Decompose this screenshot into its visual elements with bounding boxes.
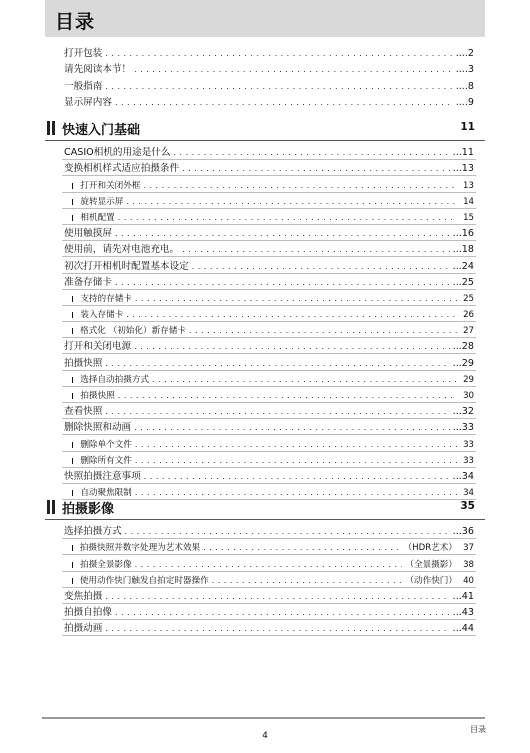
dot-leader	[143, 180, 457, 192]
dot-leader	[105, 48, 452, 60]
dot-leader	[126, 196, 457, 208]
toc-section-shooting	[64, 522, 474, 635]
dot-leader	[115, 607, 450, 619]
toc-entry[interactable]	[64, 76, 474, 92]
bullet-icon	[72, 328, 73, 334]
toc-entry-page: ...32	[452, 406, 474, 418]
dot-leader	[115, 228, 450, 240]
dot-leader	[126, 309, 457, 321]
toc-entry[interactable]	[64, 60, 474, 76]
dot-leader	[152, 374, 457, 386]
section-title: 快速入门基础	[62, 123, 141, 138]
toc-entry-page: 40	[463, 575, 474, 586]
toc-entry-label: 选择拍摄方式	[64, 526, 122, 538]
dot-leader	[105, 358, 449, 370]
dot-leader	[134, 64, 453, 76]
toc-entry-page: ...16	[452, 228, 474, 240]
toc-entry-page: ...28	[452, 341, 474, 353]
section-heading-quick-start[interactable]	[45, 118, 485, 141]
bullet-icon	[72, 562, 73, 568]
dot-leader	[144, 471, 450, 483]
toc-entry-page: ...25	[452, 276, 474, 288]
bullet-icon	[72, 490, 73, 496]
toc-entry[interactable]	[64, 603, 474, 619]
toc-entry-page: 26	[463, 310, 474, 321]
dot-leader	[203, 542, 400, 554]
dot-leader	[135, 439, 457, 451]
toc-entry-page: 37	[463, 543, 474, 554]
toc-entry-page: ...11	[452, 147, 474, 159]
toc-entry-page: ...43	[452, 607, 474, 619]
toc-entry-page: 33	[463, 455, 474, 466]
toc-entry[interactable]	[64, 143, 474, 159]
toc-subentry[interactable]	[64, 175, 474, 191]
dot-leader	[105, 623, 449, 635]
toc-entry-label: 拍摄快照并数字处理为艺术效果	[79, 543, 201, 554]
toc-entry-label: 选择自动拍摄方式	[80, 374, 150, 385]
toc-entry-label: 打开包装	[64, 48, 103, 60]
toc-entry-label: 格式化 （初始化）新存储卡	[80, 326, 186, 337]
dot-leader	[189, 325, 457, 337]
dot-leader	[135, 559, 403, 571]
toc-entry[interactable]	[64, 587, 474, 603]
toc-entry-label: 变焦拍摄	[64, 590, 103, 602]
toc-subentry[interactable]	[64, 386, 474, 402]
toc-entry-label: 删除单个文件	[80, 439, 132, 450]
dot-leader	[105, 406, 449, 418]
toc-subentry[interactable]	[64, 451, 474, 467]
toc-entry[interactable]	[64, 619, 474, 635]
toc-entry-label: 拍摄全景影像	[80, 559, 132, 570]
toc-entry-label: 拍摄快照	[64, 357, 103, 369]
toc-subentry[interactable]	[64, 554, 474, 570]
toc-subentry[interactable]	[64, 571, 474, 587]
toc-entry-label: 删除所有文件	[80, 455, 132, 466]
toc-entry-label: 查看快照	[64, 406, 103, 418]
toc-subentry[interactable]	[64, 538, 474, 554]
toc-entry-label: 打开和关闭电源	[64, 341, 132, 353]
page-header	[45, 0, 485, 37]
section-marker-icon	[47, 500, 50, 514]
dot-leader	[125, 526, 450, 538]
footer-divider	[42, 717, 485, 719]
toc-entry[interactable]	[64, 224, 474, 240]
dot-leader	[135, 455, 457, 467]
toc-entry-page: 38	[463, 559, 474, 570]
page-title: 目录	[55, 11, 96, 33]
toc-entry-label: 删除快照和动画	[64, 422, 132, 434]
toc-entry[interactable]	[64, 93, 474, 109]
toc-subentry[interactable]	[64, 192, 474, 208]
toc-entry-label: CASIO相机的用途是什么	[64, 147, 171, 159]
toc-subentry[interactable]	[64, 305, 474, 321]
toc-intro	[64, 44, 474, 109]
toc-entry-label: 一般指南	[64, 80, 103, 92]
toc-entry-page: 34	[463, 488, 474, 499]
toc-entry-page: ...36	[452, 526, 474, 538]
bullet-icon	[72, 442, 73, 448]
toc-entry-label: 显示屏内容	[64, 96, 112, 108]
toc-entry-label: 装入存储卡	[80, 310, 124, 321]
toc-entry-label: 支持的存储卡	[80, 293, 132, 304]
toc-entry-label: 初次打开相机时配置基本设定	[64, 260, 189, 272]
toc-subentry[interactable]	[64, 289, 474, 305]
dot-leader	[118, 390, 457, 402]
toc-section-quick-start	[64, 143, 474, 499]
toc-entry-page: ...18	[452, 244, 474, 256]
bullet-icon	[72, 215, 73, 221]
toc-entry-page: ....2	[455, 48, 474, 60]
footer-toc-link[interactable]: 目录	[470, 725, 486, 734]
toc-subentry[interactable]	[64, 208, 474, 224]
footer-page-number: 4	[262, 731, 268, 741]
toc-entry[interactable]	[64, 402, 474, 418]
dot-leader	[134, 341, 449, 353]
dot-leader	[173, 147, 449, 159]
toc-entry[interactable]	[64, 337, 474, 353]
toc-entry[interactable]	[64, 240, 474, 256]
bullet-icon	[72, 545, 73, 551]
toc-subentry[interactable]	[64, 434, 474, 450]
toc-entry[interactable]	[64, 273, 474, 289]
dot-leader	[105, 591, 449, 603]
toc-entry-label: 使用前，请先对电池充电。	[64, 244, 180, 256]
dot-leader	[192, 261, 450, 273]
toc-entry-page: ...29	[452, 357, 474, 369]
toc-entry-label: 变换相机样式适应拍摄条件	[64, 163, 180, 175]
toc-entry-label: 准备存储卡	[64, 276, 112, 288]
toc-entry-label: 使用触摸屏	[64, 228, 112, 240]
toc-entry-page: 13	[463, 180, 474, 191]
toc-entry[interactable]	[64, 159, 474, 175]
toc-entry-label: 相机配置	[80, 212, 115, 223]
toc-entry-note: （全景摄影）	[405, 559, 457, 570]
dot-leader	[182, 244, 450, 256]
toc-entry[interactable]	[64, 256, 474, 272]
bullet-icon	[72, 199, 73, 205]
toc-entry-note: （HDR艺术）	[403, 543, 457, 554]
toc-entry-page: ....8	[455, 80, 474, 92]
toc-entry-page: 14	[463, 196, 474, 207]
toc-entry-label: 拍摄自拍像	[64, 607, 112, 619]
section-heading-shooting[interactable]	[45, 497, 485, 520]
toc-entry-label: 自动聚焦限制	[80, 488, 132, 499]
toc-subentry[interactable]	[64, 370, 474, 386]
bullet-icon	[72, 458, 73, 464]
dot-leader	[135, 293, 457, 305]
dot-leader	[212, 575, 403, 587]
dot-leader	[105, 81, 452, 93]
dot-leader	[182, 163, 450, 175]
toc-entry-label: 拍摄快照	[80, 391, 115, 401]
toc-entry-page: ...41	[452, 590, 474, 602]
toc-entry-page: 15	[463, 212, 474, 223]
bullet-icon	[72, 377, 73, 383]
toc-entry-page: ...13	[452, 163, 474, 175]
toc-entry-page: ...24	[452, 260, 474, 272]
toc-entry-page: 33	[463, 439, 474, 450]
bullet-icon	[72, 393, 73, 399]
toc-entry-page: ....3	[455, 64, 474, 76]
section-title: 拍摄影像	[62, 502, 115, 517]
bullet-icon	[72, 183, 73, 189]
toc-entry-page: ...44	[452, 623, 474, 635]
toc-entry-page: ....9	[455, 96, 474, 108]
toc-entry-page: ...34	[452, 470, 474, 482]
section-page: 35	[460, 500, 475, 512]
dot-leader	[115, 97, 453, 109]
toc-entry-page: 27	[463, 326, 474, 337]
section-marker-icon	[47, 121, 50, 135]
toc-entry[interactable]	[64, 44, 474, 60]
toc-entry[interactable]	[64, 353, 474, 369]
toc-entry-label: 打开和关闭外框	[80, 180, 141, 191]
bullet-icon	[72, 296, 73, 302]
toc-entry-note: （动作快门）	[405, 575, 457, 586]
dot-leader	[118, 212, 457, 224]
toc-entry-page: ...33	[452, 422, 474, 434]
toc-entry[interactable]	[64, 467, 474, 483]
toc-entry-label: 拍摄动画	[64, 623, 103, 635]
toc-subentry[interactable]	[64, 321, 474, 337]
toc-entry-label: 请先阅读本节！	[64, 64, 132, 76]
toc-entry-page: 25	[463, 293, 474, 304]
toc-entry-label: 使用动作快门触发自拍定时器操作	[79, 575, 209, 586]
section-page: 11	[460, 121, 475, 133]
dot-leader	[115, 277, 450, 289]
bullet-icon	[72, 312, 73, 318]
toc-entry-page: 29	[463, 374, 474, 385]
toc-entry[interactable]	[64, 418, 474, 434]
toc-entry-page: 30	[463, 391, 474, 401]
toc-entry-label: 旋转显示屏	[80, 196, 124, 207]
toc-entry[interactable]	[64, 522, 474, 538]
dot-leader	[134, 422, 449, 434]
bullet-icon	[72, 578, 73, 584]
toc-entry-label: 快照拍摄注意事项	[64, 470, 141, 482]
